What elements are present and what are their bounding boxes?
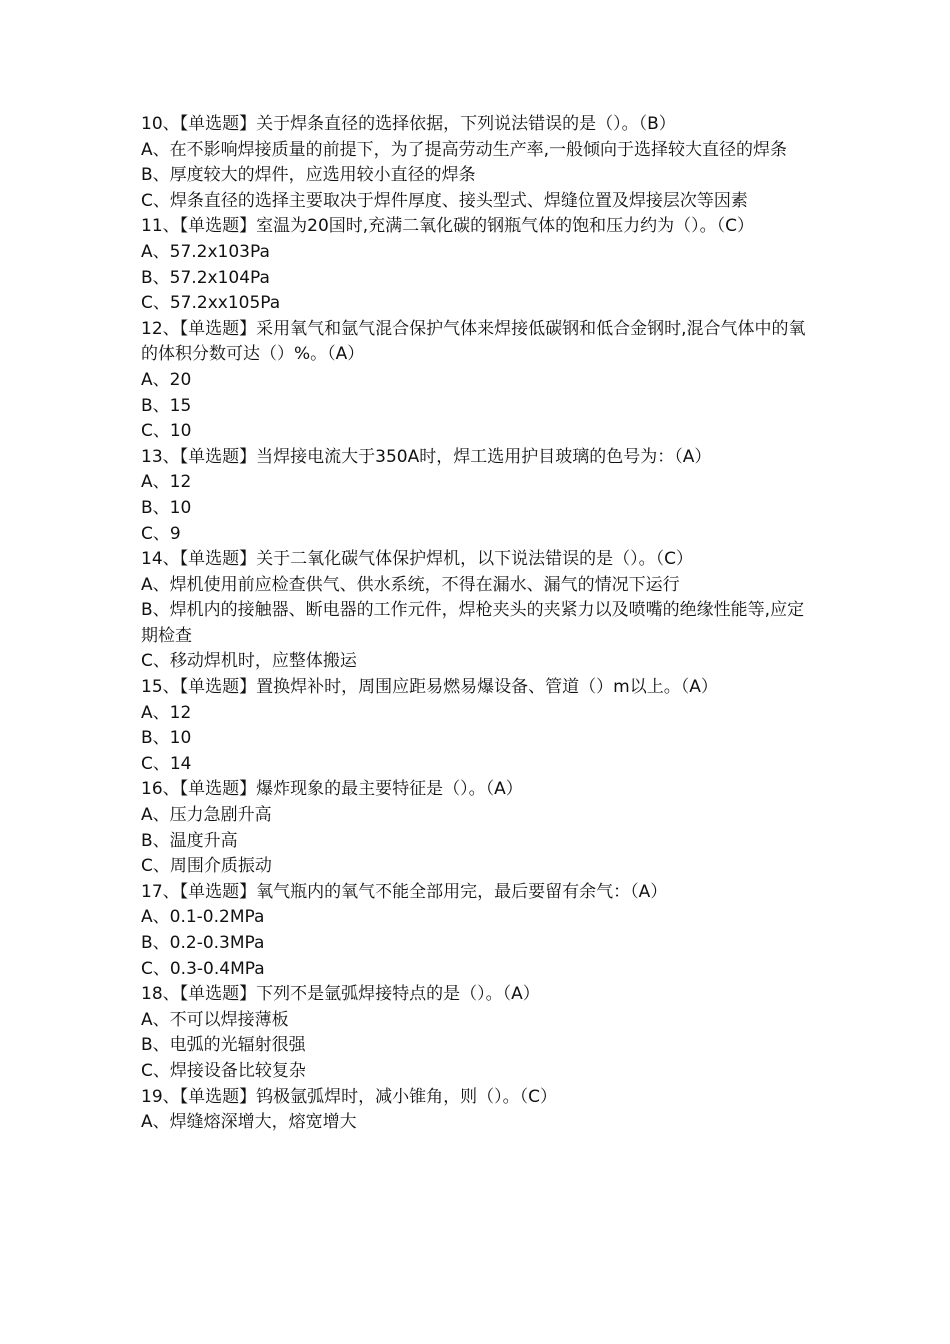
option-b: B、温度升高	[141, 830, 238, 851]
option-a: A、12	[141, 472, 192, 493]
question-title: 10、【单选题】关于焊条直径的选择依据，下列说法错误的是（）。（B）	[141, 114, 676, 134]
question-title: 13、【单选题】当焊接电流大于350A时，焊工选用护目玻璃的色号为：（A）	[141, 446, 712, 467]
option-a: A、57.2x103Pa	[141, 241, 270, 262]
question-title: 12、【单选题】采用氧气和氩气混合保护气体来焊接低碳钢和低合金钢时,混合气体中的氧的体积分数可达（）%。（A）	[141, 318, 806, 365]
question-block	[141, 214, 813, 316]
question-title: 16、【单选题】爆炸现象的最主要特征是（）。（A）	[141, 779, 523, 800]
question-block	[141, 777, 813, 879]
option-c: C、57.2xx105Pa	[141, 293, 281, 314]
option-b: B、10	[141, 728, 192, 749]
option-a: A、焊缝熔深增大，熔宽增大	[141, 1112, 357, 1133]
option-a: A、不可以焊接薄板	[141, 1009, 289, 1030]
option-b: B、57.2x104Pa	[141, 267, 270, 288]
option-c: C、14	[141, 753, 192, 774]
question-title: 15、【单选题】置换焊补时，周围应距易燃易爆设备、管道（）m以上。（A）	[141, 677, 718, 698]
option-c: C、10	[141, 421, 192, 442]
option-c: C、焊接设备比较复杂	[141, 1060, 306, 1081]
option-a: A、焊机使用前应检查供气、供水系统，不得在漏水、漏气的情况下运行	[141, 574, 680, 595]
question-block	[141, 112, 813, 214]
option-b: B、厚度较大的焊件，应选用较小直径的焊条	[141, 165, 476, 186]
option-a: A、0.1-0.2MPa	[141, 907, 265, 928]
option-c: C、焊条直径的选择主要取决于焊件厚度、接头型式、焊缝位置及焊接层次等因素	[141, 190, 748, 211]
option-a: A、12	[141, 702, 192, 723]
question-title: 17、【单选题】氧气瓶内的氧气不能全部用完，最后要留有余气：（A）	[141, 881, 668, 902]
option-c: C、9	[141, 523, 181, 544]
question-title: 14、【单选题】关于二氧化碳气体保护焊机，以下说法错误的是（）。（C）	[141, 549, 694, 570]
question-title: 18、【单选题】下列不是氩弧焊接特点的是（）。（A）	[141, 984, 540, 1005]
option-c: C、0.3-0.4MPa	[141, 958, 265, 979]
option-c: C、移动焊机时，应整体搬运	[141, 651, 357, 672]
question-block	[141, 547, 813, 675]
question-block	[141, 1085, 813, 1136]
option-b: B、焊机内的接触器、断电器的工作元件，焊枪夹头的夹紧力以及喷嘴的绝缘性能等,应定期检查	[141, 600, 805, 646]
question-block	[141, 317, 813, 445]
option-b: B、电弧的光辐射很强	[141, 1035, 306, 1056]
option-a: A、20	[141, 369, 192, 390]
option-a: A、在不影响焊接质量的前提下，为了提高劳动生产率,一般倾向于选择较大直径的焊条	[141, 139, 788, 160]
option-b: B、10	[141, 497, 192, 518]
option-b: B、0.2-0.3MPa	[141, 933, 265, 953]
question-title: 11、【单选题】室温为20国时,充满二氧化碳的钢瓶气体的饱和压力约为（）。（C）	[141, 216, 755, 237]
option-b: B、15	[141, 395, 192, 416]
question-block	[141, 445, 813, 547]
document-page	[141, 112, 813, 1136]
option-c: C、周围介质振动	[141, 856, 272, 877]
question-title: 19、【单选题】钨极氩弧焊时，减小锥角，则（）。（C）	[141, 1086, 558, 1107]
question-block	[141, 675, 813, 777]
question-block	[141, 982, 813, 1084]
question-block	[141, 880, 813, 982]
option-a: A、压力急剧升高	[141, 805, 272, 826]
